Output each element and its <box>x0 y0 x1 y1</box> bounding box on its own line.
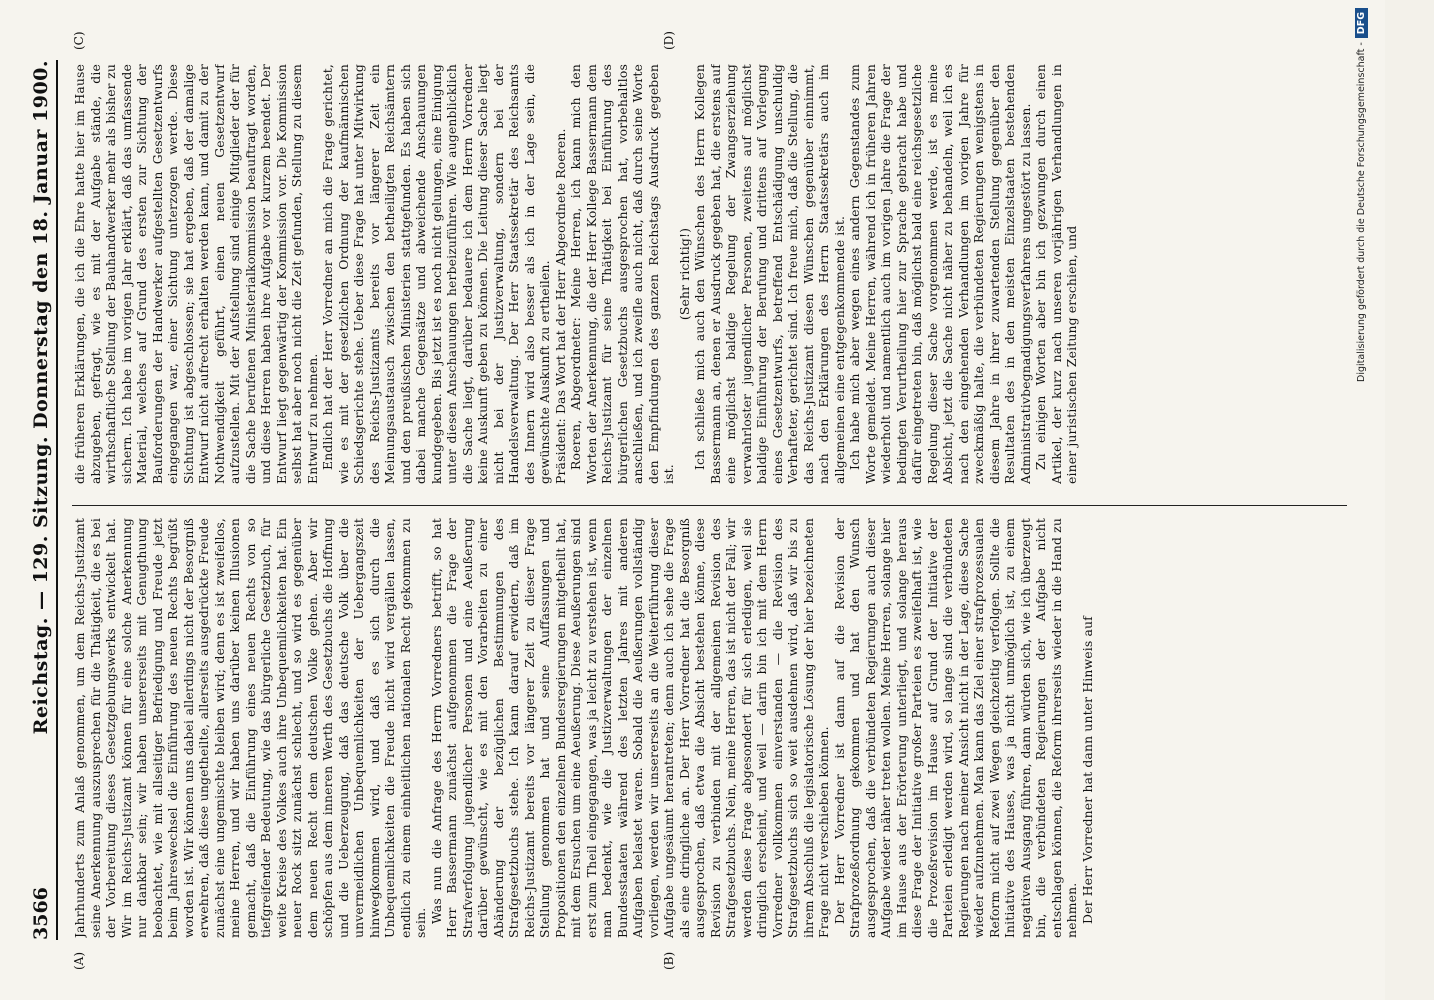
credit-text: Digitalisierung gefördert durch die Deutsche Forschungsgemeinschaft - <box>1356 42 1367 382</box>
paragraph: die früheren Erklärungen, die ich die Ehre hatte hier im Hause abzugeben, gefragt, wie es mit der Aufgabe stände, die wirthschaftliche Stellung der Bauhandwerker mehr als bisher zu sichern. Ich habe im vorigen Jahr erklärt, daß das umfassende Material, welches auf Grund des ersten zur Sichtung der Bauforderungen der Handwerker aufgestellten Gesetzentwurfs eingegangen war, einer Sichtung unterzogen werde. Diese Sichtung ist abgeschlossen; sie hat ergeben, daß der damalige Entwurf nicht aufrecht erhalten werden kann, und damit zu der Nothwendigkeit geführt, einen neuen Gesetzentwurf aufzustellen. Mit der Aufstellung sind einige Mitglieder der für die Sache berufenen Ministerialkommission beauftragt worden, und diese Herren haben ihre Aufgabe vor kurzem beendet. Der Entwurf liegt gegenwärtig der Kommission vor. Die Kommission selbst hat aber noch nicht die Zeit gefunden, Stellung zu diesem Entwurf zu nehmen. <box>72 64 320 484</box>
margin-mark-c: (C) <box>72 31 86 50</box>
margin-mark-d: (D) <box>662 31 676 50</box>
paragraph: Ich schließe mich auch den Wünschen des Herrn Kollegen Bassermann an, denen er Ausdruck gegeben hat, die erstens auf eine möglichst baldige Regelung der Zwangserziehung verwahrloster jugendlicher Personen, zweitens auf möglichst baldige Einführung der Berufung und drittens auf Vorlegung eines Gesetzentwurfs, betreffend Entschädigung unschuldig Verhafteter, gerichtet sind. Ich freue mich, daß die Stellung, die das Reichs-Justizamt diesen Wünschen gegenüber einnimmt, nach den Erklärungen des Herrn Staatssekretärs auch im allgemeinen eine entgegenkommende ist. <box>692 64 847 484</box>
page-header <box>18 60 58 940</box>
paragraph: Der Herr Vorredner hat dann unter Hinweis auf <box>1079 616 1095 924</box>
paragraph: Endlich hat der Herr Vorredner an mich die Frage gerichtet, wie es mit der gesetzlichen Ordnung der kaufmännischen Schiedsgerichte stehe. Ueber diese Frage hat unter Mitwirkung des Reichs-Justizamts bereits vor längerer Zeit ein Meinungsaustausch zwischen den betheiligten Reichsämtern und den preußischen Ministerien stattgefunden. Es haben sich dabei manche Gegensätze und abweichende Anschauungen kundgegeben. Bis jetzt ist es noch nicht gelungen, eine Einigung unter diesen Anschauungen herbeizuführen. Wie augenblicklich die Sache liegt, darüber bedauere ich dem Herrn Vorredner keine Auskunft geben zu können. Die Leitung dieser Sache liegt nicht bei der Justizverwaltung, sondern bei der Handelsverwaltung. Der Herr Staatssekretär des Reichsamts des Innern wird also besser als ich in der Lage sein, die gewünschte Auskunft zu ertheilen. <box>320 64 552 484</box>
column-divider <box>72 505 1347 506</box>
page-title: Reichstag. — 129. Sitzung. Donnerstag den 18. Januar 1900. <box>30 60 52 735</box>
paragraph: Der Herr Vorredner ist dann auf die Revision der Strafprozeßordnung gekommen und hat den Wunsch ausgesprochen, daß die verbündeten Regierungen auch dieser Aufgabe wieder näher treten wollen. Meine Herren, solange hier im Hause aus der Erörterung unterliegt, und solange heraus diese Frage der Initiative großer Parteien es zweifelhaft ist, wie die Prozeßrevision im Hause auf Grund der Initiative der Parteien erledigt werden wird, so lange sind die verbündeten Regierungen nach meiner Ansicht nicht in der Lage, diese Sache wieder aufzunehmen. Man kann das Ziel einer strafprozessualen Reform nicht auf zwei Wegen gleichzeitig verfolgen. Sollte die Initiative des Hauses, was ja nicht unmöglich ist, zu einem negativen Ausgang führen, dann würden sich, wie ich überzeugt bin, die verbündeten Regierungen der Aufgabe nicht entschlagen können, die Reform ihrerseits wieder in die Hand zu nehmen. <box>831 518 1079 938</box>
left-column <box>72 518 1347 938</box>
page-number: 3566 <box>30 887 52 940</box>
dfg-logo: DFG <box>1355 8 1368 38</box>
speaker-paragraph: Roeren, Abgeordneter: Meine Herren, ich kann mich den Worten der Anerkennung, die der Herr Kollege Bassermann dem Reichs-Justizamt für seine Thätigkeit bei Einführung des bürgerlichen Gesetzbuchs ausgesprochen hat, vorbehaltlos anschließen, und ich zweifle auch nicht, daß durch seine Worte den Empfindungen des ganzen Reichstags Ausdruck gegeben ist. <box>568 64 676 484</box>
paragraph: Was nun die Anfrage des Herrn Vorredners betrifft, so hat Herr Bassermann zunächst aufgenommen die Frage der Strafverfolgung jugendlicher Personen und eine Aeußerung darüber gewünscht, wie es mit den Vorarbeiten zu einer Abänderung der bezüglichen Bestimmungen des Strafgesetzbuchs stehe. Ich kann darauf erwidern, daß im Reichs-Justizamt bereits vor längerer Zeit zu dieser Frage Stellung genommen hat und seine Auffassungen und Propositionen den einzelnen Bundesregierungen mitgetheilt hat, mit dem Ersuchen um eine Aeußerung. Diese Aeußerungen sind erst zum Theil eingegangen, was ja leicht zu verstehen ist, wenn man bedenkt, wie die Justizverwaltungen der einzelnen Bundesstaaten während des letzten Jahres mit anderen Aufgaben belastet waren. Sobald die Aeußerungen vollständig vorliegen, werden wir unsererseits an die Weiterführung dieser Aufgabe ungesäumt herantreten; denn auch ich sehe die Frage als eine dringliche an. Der Herr Vorredner hat die Besorgniß ausgesprochen, daß etwa die Absicht bestehen könne, diese Revision zu verbinden mit der allgemeinen Revision des Strafgesetzbuchs. Nein, meine Herren, das ist nicht der Fall; wir werden diese Frage abgesondert für sich erledigen, weil sie dringlich erscheint, und weil — darin bin ich mit dem Herrn Vorredner vollkommen einverstanden — die Revision des Strafgesetzbuchs sich so weit ausdehnen wird, daß wir bis zu ihrem Abschluß die legislatorische Lösung der hier bezeichneten Frage nicht verschieben können. <box>428 518 831 938</box>
interjection: (Sehr richtig!) <box>676 227 692 321</box>
margin-mark-b: (B) <box>662 951 676 970</box>
paragraph: Jahrhunderts zum Anlaß genommen, um dem Reichs-Justizamt seine Anerkennung auszusprechen für die Thätigkeit, die es bei der Vorbereitung dieses Gesetzgebungswerks entwickelt hat. Wir im Reichs-Justizamt können für eine solche Anerkennung nur dankbar sein; wir haben unsererseits mit Genugthuung beobachtet, wie mit allseitiger Befriedigung und Freude jetzt beim Jahreswechsel die Einführung des neuen Rechts begrüßt worden ist. Wir können uns dabei allerdings nicht der Besorgniß erwehren, daß diese ungetheilte, allerseits ausgedrückte Freude zunächst eine ungemischte bleiben wird; denn es ist zweifellos, meine Herren, und wir haben uns darüber keinen Illusionen gemacht, daß die Einführung eines neuen Rechts von so tiefgreifender Bedeutung, wie das bürgerliche Gesetzbuch, für weite Kreise des Volkes auch ihre Unbequemlichkeiten hat. Ein neuer Rock sitzt zunächst schlecht, und so wird es gegenüber dem neuen Recht dem deutschen Volke gehen. Aber wir schöpfen aus dem inneren Werth des Gesetzbuchs die Hoffnung und die Ueberzeugung, daß das deutsche Volk über die unvermeidlichen Unbequemlichkeiten der Uebergangszeit hinwegkommen wird, und daß es sich durch die Unbequemlichkeiten die Freude nicht wird vergällen lassen, endlich zu einem einheitlichen nationalen Recht gekommen zu sein. <box>72 518 428 938</box>
right-column <box>72 64 1347 484</box>
margin-mark-a: (A) <box>72 951 86 970</box>
president-statement: Präsident: Das Wort hat der Herr Abgeordnete Roeren. <box>552 128 568 484</box>
paragraph: Zu einigen Worten aber bin ich gezwungen durch einen Artikel, der kurz nach unseren vorjährigen Verhandlungen in einer juristischen Zeitung erschien, und <box>1033 64 1079 484</box>
digitization-credit <box>1356 0 1367 1000</box>
paragraph: Ich habe mich aber wegen eines andern Gegenstandes zum Worte gemeldet. Meine Herren, während ich in früheren Jahren wiederholt und namentlich auch im vorigen Jahre die Frage der bedingten Verurtheilung hier zur Sprache gebracht habe und dafür eingetreten bin, daß möglichst bald eine reichsgesetzliche Regelung dieser Sache vorgenommen werde, ist es meine Absicht, jetzt die Sache nicht näher zu behandeln, weil ich es nach den eingehenden Verhandlungen im vorigen Jahre für zweckmäßig halte, die verbündeten Regierungen wenigstens in diesem Jahre in ihrer zuwartenden Stellung gegenüber den Resultaten des in den meisten Einzelstaaten bestehenden Administrativbegnadigungsverfahrens ungestört zu lassen. <box>847 64 1033 484</box>
